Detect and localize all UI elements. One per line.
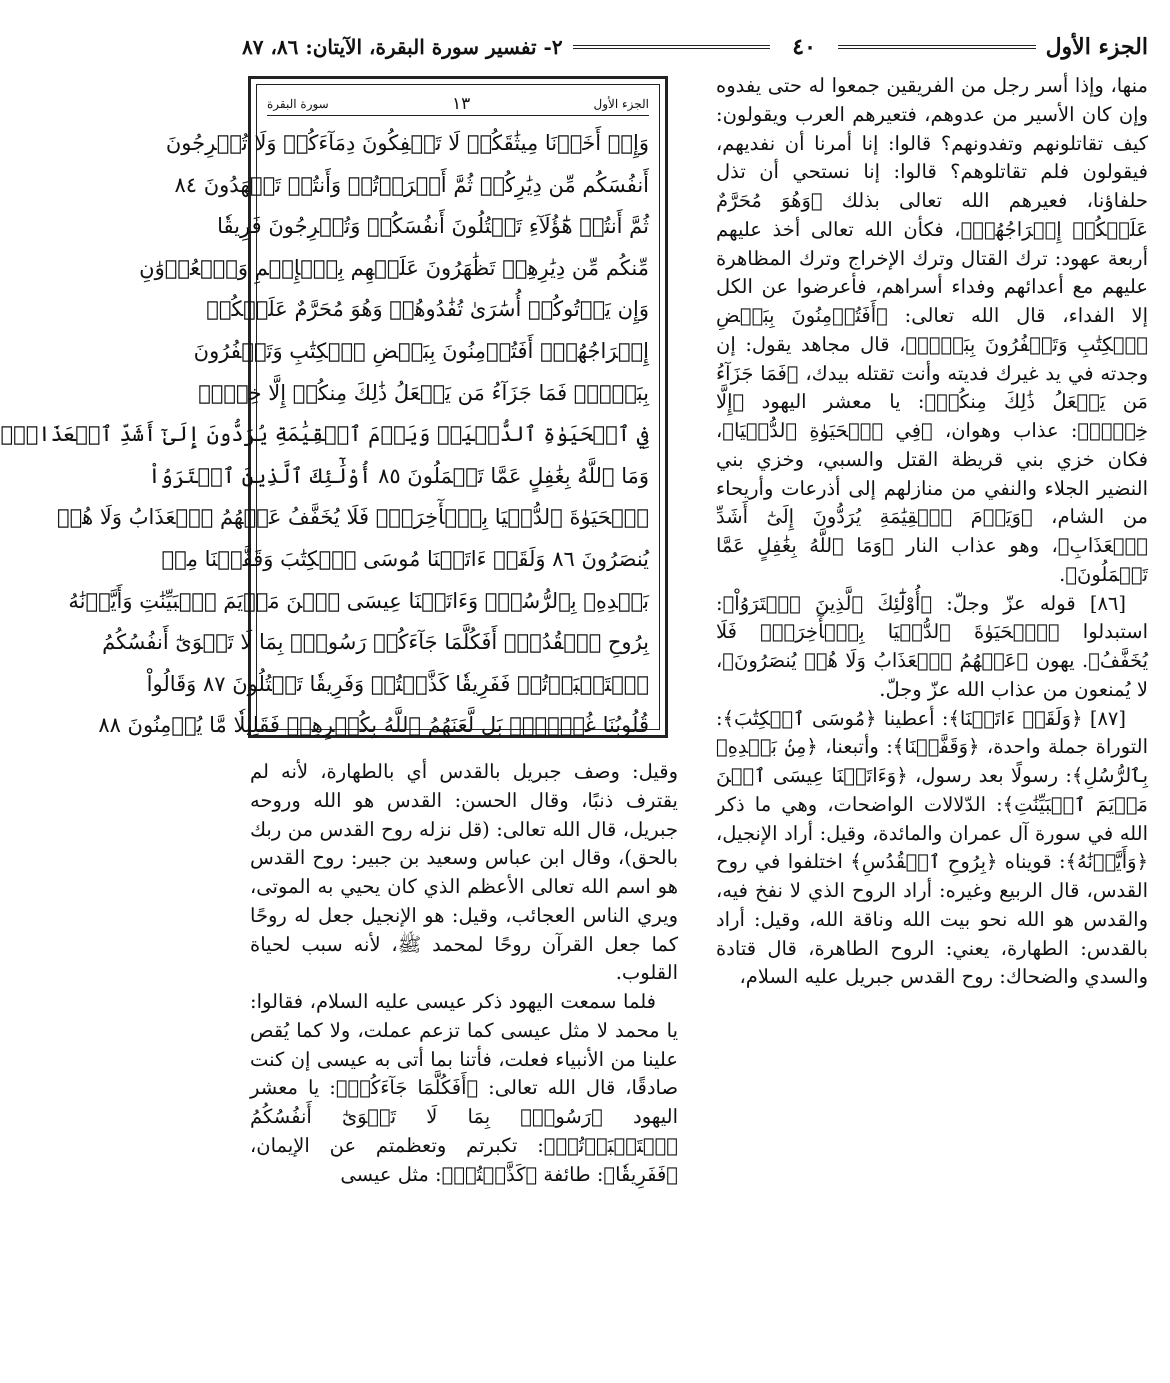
quran-line: فِي ٱلۡحَيَوٰةِ ٱلدُّنۡيَاۖ وَيَوۡمَ ٱلۡقِيَٰمَةِ يُرَدُّونَ إِلَىٰٓ أَشَدِّ ٱلۡعَذَابِۗ <box>0 422 649 447</box>
quran-line: يُنصَرُونَ ٨٦ وَلَقَدۡ ءَاتَيۡنَا مُوسَى ٱلۡكِتَٰبَ وَقَفَّيۡنَا مِنۢ <box>161 546 649 571</box>
header-rule <box>838 45 1036 49</box>
quran-line: قُلُوبُنَا غُلۡفُۢۚ بَل لَّعَنَهُمُ ٱللَّهُ بِكُفۡرِهِمۡ فَقَلِيلٗا مَّا يُؤۡمِنُونَ ٨٨ <box>98 713 649 738</box>
quran-line: أَنفُسَكُم مِّن دِيَٰرِكُمۡ ثُمَّ أَقۡرَرۡتُمۡ وَأَنتُمۡ تَشۡهَدُونَ ٨٤ <box>174 172 649 197</box>
quran-line: مِّنكُم مِّن دِيَٰرِهِمۡ تَظَٰهَرُونَ عَلَيۡهِم بِٱلۡإِثۡمِ وَٱلۡعُدۡوَٰنِ <box>139 255 649 280</box>
mushaf-header <box>267 91 649 117</box>
commentary-paragraph: منها، وإذا أسر رجل من الفريقين جمعوا له حتى يفدوه وإن كان الأسير من عدوهم، فتعيرهم العرب ويقولون: كيف تقاتلونهم وتفدونهم؟ قالوا: إنا أمرنا أن نفديهم، فيقولون فلم تقاتلوهم؟ قالوا: إنا نستحي أن تذل حلفاؤنا، فعيرهم الله تعالى بذلك ﴿وَهُوَ مُحَرَّمٌ عَلَيۡكُمۡ إِخۡرَاجُهُمۡ﴾، فكأن الله تعالى أخذ عليهم أربعة عهود: ترك القتال وترك الإخراج وترك المظاهرة عليهم مع أعدائهم وفداء أسراهم، فأعرضوا عن الكل إلا الفداء، قال الله تعالى: ﴿أَفَتُؤۡمِنُونَ بِبَعۡضِ ٱلۡكِتَٰبِ وَتَكۡفُرُونَ بِبَعۡضٖ﴾، قال مجاهد يقول: إن وجدته في يد غيرك فديته وأنت تقتله بيدك، ﴿فَمَا جَزَآءُ مَن يَفۡعَلُ ذَٰلِكَ مِنكُمۡ﴾: يا معشر اليهود ﴿إِلَّا خِزۡيٞ﴾: عذاب وهوان، ﴿فِي ٱلۡحَيَوٰةِ ٱلدُّنۡيَا﴾، فكان خزي بني قريظة القتل والسبي، وخزي بني النضير الجلاء والنفي من منازلهم إلى أذرعات وأريحاء من الشام، ﴿وَيَوۡمَ ٱلۡقِيَٰمَةِ يُرَدُّونَ إِلَىٰٓ أَشَدِّ ٱلۡعَذَابِ﴾، وهو عذاب النار ﴿وَمَا ٱللَّهُ بِغَٰفِلٍ عَمَّا تَعۡمَلُونَ﴾. <box>716 74 1148 586</box>
page-header <box>242 30 1148 64</box>
mushaf-page-number: ١٣ <box>451 94 471 114</box>
commentary-paragraph: [٨٧] ﴿وَلَقَدۡ ءَاتَيۡنَا﴾: أعطينا ﴿مُوسَى ٱلۡكِتَٰبَ﴾: التوراة جملة واحدة، ﴿وَقَفَّيۡنَا﴾: وأتبعنا، ﴿مِنۢ بَعۡدِهِۦ بِٱلرُّسُلِ﴾: رسولًا بعد رسول، ﴿وَءَاتَيۡنَا عِيسَى ٱبۡنَ مَرۡيَمَ ٱلۡبَيِّنَٰتِ﴾: الدّلالات الواضحات، وهي ما ذكر الله في سورة آل عمران والمائدة، وقيل: أراد الإنجيل، ﴿وَأَيَّدۡنَٰهُ﴾: قويناه ﴿بِرُوحِ ٱلۡقُدُسِ﴾ اختلفوا في روح القدس، قال الربيع وغيره: أراد الروح الذي لا نفخ فيه، والقدس هو الله نحو بيت الله وناقة الله، وقيل: أراد بالقدس: الطهارة، يعني: الروح الطاهرة، قال قتادة والسدي والضحاك: روح القدس جبريل عليه السلام، <box>716 706 1148 989</box>
commentary-right-column <box>716 72 1148 1368</box>
header-rule <box>573 45 771 49</box>
quran-line: ٱلۡحَيَوٰةَ ٱلدُّنۡيَا بِٱلۡأٓخِرَةِۖ فَلَا يُخَفَّفُ عَنۡهُمُ ٱلۡعَذَابُ وَلَا هُمۡ <box>56 505 649 530</box>
mushaf-part-label: الجزء الأول <box>593 97 649 111</box>
quran-line: وَإِن يَأۡتُوكُمۡ أُسَٰرَىٰ تُفَٰدُوهُمۡ وَهُوَ مُحَرَّمٌ عَلَيۡكُمۡ <box>206 297 649 322</box>
quran-line: بِرُوحِ ٱلۡقُدُسِۗ أَفَكُلَّمَا جَآءَكُمۡ رَسُولُۢ بِمَا لَا تَهۡوَىٰٓ أَنفُسُكُمُ <box>102 630 649 655</box>
mushaf-inner-border <box>0 84 660 738</box>
quran-line: وَمَا ٱللَّهُ بِغَٰفِلٍ عَمَّا تَعۡمَلُونَ ٨٥ أُوْلَٰٓئِكَ ٱلَّذِينَ ٱشۡتَرَوُاْ <box>148 463 649 488</box>
commentary-paragraph: فلما سمعت اليهود ذكر عيسى عليه السلام، فقالوا: يا محمد لا مثل عيسى كما تزعم عملت، ولا كما يُقص علينا من الأنبياء فعلت، فأتنا بما أتى به عيسى إن كنت صادقًا، قال الله تعالى: ﴿أَفَكُلَّمَا جَآءَكُمۡ﴾: يا معشر اليهود ﴿رَسُولُۢ بِمَا لَا تَهۡوَىٰٓ أَنفُسُكُمُ ٱسۡتَكۡبَرۡتُمۡ﴾: تكبرتم وتعظمتم عن الإيمان، ﴿فَفَرِيقٗا﴾: طائفة ﴿كَذَّبۡتُمۡ﴾: مثل عيسى <box>250 990 678 1186</box>
quran-text <box>0 123 649 747</box>
quran-line: ثُمَّ أَنتُمۡ هَٰٓؤُلَآءِ تَقۡتُلُونَ أَنفُسَكُمۡ وَتُخۡرِجُونَ فَرِيقٗا <box>217 214 649 239</box>
quran-line: إِخۡرَاجُهُمۡۚ أَفَتُؤۡمِنُونَ بِبَعۡضِ ٱلۡكِتَٰبِ وَتَكۡفُرُونَ <box>193 338 649 363</box>
quran-line: وَإِذۡ أَخَذۡنَا مِيثَٰقَكُمۡ لَا تَسۡفِكُونَ دِمَآءَكُمۡ وَلَا تُخۡرِجُونَ <box>165 131 649 155</box>
page-number: ٤٠ <box>792 34 816 60</box>
commentary-paragraph: وقيل: وصف جبريل بالقدس أي بالطهارة، لأنه لم يقترف ذنبًا، وقال الحسن: القدس هو الله وروحه جبريل، قال الله تعالى: (قل نزله روح القدس من ربك بالحق)، وقال ابن عباس وسعيد بن جبير: روح القدس هو اسم الله تعالى الأعظم الذي كان يحيي به الموتى، ويري الناس العجائب، وقيل: هو الإنجيل جعل له روحًا كما جعل القرآن روحًا لمحمد ﷺ، لأنه سبب لحياة القلوب. <box>250 760 678 985</box>
commentary-paragraph: [٨٦] قوله عزّ وجلّ: ﴿أُوْلَٰٓئِكَ ٱلَّذِينَ ٱشۡتَرَوُاْ﴾: استبدلوا ﴿ٱلۡحَيَوٰةَ ٱلدُّنۡيَا بِٱلۡأٓخِرَةِۖ فَلَا يُخَفَّفُ﴾. يهون ﴿عَنۡهُمُ ٱلۡعَذَابُ وَلَا هُمۡ يُنصَرُونَ﴾، لا يُمنعون من عذاب الله عزّ وجلّ. <box>716 591 1148 701</box>
quran-line: بِبَعۡضٖۚ فَمَا جَزَآءُ مَن يَفۡعَلُ ذَٰلِكَ مِنكُمۡ إِلَّا خِزۡيٞ <box>198 380 649 405</box>
mushaf-header-rule <box>267 115 649 116</box>
quran-line: بَعۡدِهِۦ بِٱلرُّسُلِۖ وَءَاتَيۡنَا عِيسَى ٱبۡنَ مَرۡيَمَ ٱلۡبَيِّنَٰتِ وَأَيَّدۡنَٰهُ <box>68 588 649 613</box>
quran-line: ٱسۡتَكۡبَرۡتُمۡ فَفَرِيقٗا كَذَّبۡتُمۡ وَفَرِيقٗا تَقۡتُلُونَ ٨٧ وَقَالُواْ <box>146 671 649 696</box>
mushaf-frame <box>0 76 668 738</box>
mushaf-surah-label: سورة البقرة <box>267 97 329 111</box>
surah-info: ٢- تفسير سورة البقرة، الآيتان: ٨٦، ٨٧ <box>242 35 563 59</box>
part-title: الجزء الأول <box>1045 34 1148 60</box>
commentary-left-column <box>250 758 678 1368</box>
